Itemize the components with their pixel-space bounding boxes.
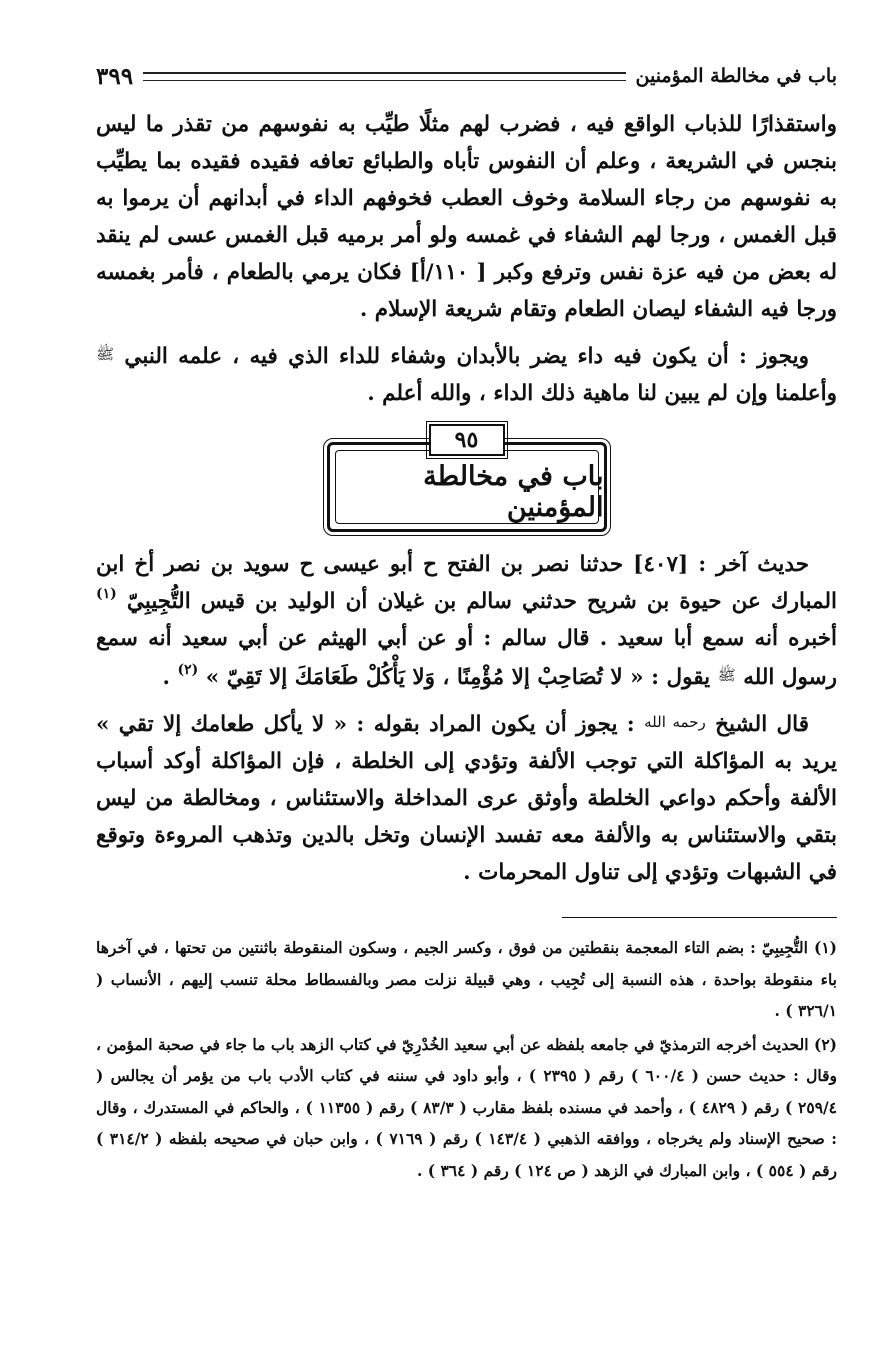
honorific-glyph-2: ﷺ: [717, 666, 736, 684]
paragraph-2-after: وأعلمنا وإن لم يبين لنا ماهية ذلك الداء ، والله أعلم .: [367, 381, 837, 406]
commentary-quote: « لا يأكل طعامك إلا تقي »: [96, 712, 348, 737]
chapter-number: ٩٥: [429, 424, 505, 456]
honorific-glyph: ﷺ: [96, 345, 115, 363]
footnote-ref-2[interactable]: (٢): [177, 662, 199, 678]
footnote-1: (١) التُّجِيبِيّ : بضم التاء المعجمة بنقطتين من فوق ، وكسر الجيم ، وسكون المنقوطة باثنتين من تحتها ، في آخرها باء منقوطة بواحدة ، هذه النسبة إلى تُجِيب ، وهي قبيلة نزلت مصر وبالفسطاط محلة تنسب إليهم ، الأنساب ( ٣٢٦/١ ) .: [96, 938, 837, 1020]
commentary-paragraph: [96, 704, 837, 891]
commentary-text-3: يريد به المؤاكلة التي توجب الألفة وتؤدي إلى الخلطة ، فإن المؤاكلة أوكد أسباب الألفة وأحكم دواعي الخلطة وأوثق عرى المداخلة والاستئناس ، ومخالطة من ليس بتقي والاستئناس به والألفة معه تفسد الإنسان وتخل بالدين وتذهب المروءة وتوقع في الشبهات وتؤدي إلى تناول المحرمات .: [96, 749, 837, 885]
main-text-bottom: [96, 546, 837, 891]
hadith-paragraph: [96, 546, 837, 696]
footnote-separator: [562, 917, 837, 918]
footnote-2: (٢) الحديث أخرجه الترمذيّ في جامعه بلفظه عن أبي سعيد الخُدْرِيّ في كتاب الزهد باب ما جاء في صحبة المؤمن ، وقال : حديث حسن ( ٦٠٠/٤ ) رقم ( ٢٣٩٥ ) ، وأبو داود في سننه في كتاب الأدب باب من يؤمر أن يجالس ( ٢٥٩/٤ ) رقم ( ٤٨٢٩ ) ، وأحمد في مسنده بلفظ مقارب ( ٨٣/٣ ) رقم ( ١١٣٥٥ ) ، والحاكم في المستدرك ، وقال : صحيح الإسناد ولم يخرجاه ، ووافقه الذهبي ( ١٤٣/٤ ) رقم ( ٧١٦٩ ) ، وابن حبان في صحيحه بلفظه ( ٣١٤/٢ ) رقم ( ٥٥٤ ) ، وابن المبارك في الزهد ( ص ١٢٤ ) رقم ( ٣٦٤ ) .: [96, 1034, 838, 1180]
running-header-title: باب في مخالطة المؤمنين: [635, 65, 837, 87]
paragraph-continuation: واستقذارًا للذباب الواقع فيه ، فضرب لهم مثلًا طيِّب به نفوسهم من تقذر ما ليس بنجس في الشريعة ، وعلم أن النفوس تأباه والطبائع تعافه فقيده فقيده بما يطيِّب به نفوسهم من رجاء السلامة وخوف العطب فخوفهم الداء في أبدانهم أن يرموا به قبل الغمس ، ورجا لهم الشفاء في غمسه ولو أمر برميه قبل الغمس عسى لم ينقد له بعض من فيه عزة نفس وترفع وكبر [ ١١٠/أ] فكان يرمي بالطعام ، فأمر بغمسه ورجا فيه الشفاء ليصان الطعام وتقام شريعة الإسلام .: [96, 112, 837, 322]
hadith-text-2: أخبره أنه سمع أبا سعيد . قال سالم : أو عن أبي الهيثم عن أبي سعيد أنه سمع رسول الله: [96, 626, 837, 690]
page-number: ٣٩٩: [96, 62, 134, 90]
chapter-title: باب في مخالطة المؤمنين: [423, 461, 604, 523]
commentary-text-2: : يجوز أن يكون المراد بقوله :: [356, 712, 635, 737]
running-header: [96, 56, 837, 96]
paragraph-2-before: ويجوز : أن يكون فيه داء يضر بالأبدان وشفاء للداء الذي فيه ، علمه النبي: [124, 344, 809, 369]
hadith-end: .: [162, 665, 170, 690]
book-page: [96, 56, 837, 1315]
footnotes: [96, 932, 837, 1186]
hadith-quote: « لا تُصَاحِبْ إلا مُؤْمِنًا ، وَلا يَأْكُلْ طَعَامَكَ إلا تَقِيّ »: [205, 665, 644, 690]
hadith-text-1: حديث آخر : [٤٠٧] حدثنا نصر بن الفتح ح أبو عيسى ح سويد بن نصر أخ ابن المبارك عن حيوة بن شريح حدثني سالم بن غيلان أن الوليد بن قيس التُّجِيبِيّ: [96, 552, 837, 614]
honorific-rahimahullah: رحمه الله: [644, 713, 706, 731]
main-text-top: [96, 106, 837, 412]
paragraph-interpretation: [96, 336, 837, 412]
footnote-ref-1[interactable]: (١): [96, 586, 117, 602]
hadith-text-3: يقول :: [651, 665, 711, 690]
running-header-rule: [143, 72, 625, 81]
chapter-heading: [327, 424, 607, 536]
commentary-text-1: قال الشيخ: [715, 712, 809, 737]
